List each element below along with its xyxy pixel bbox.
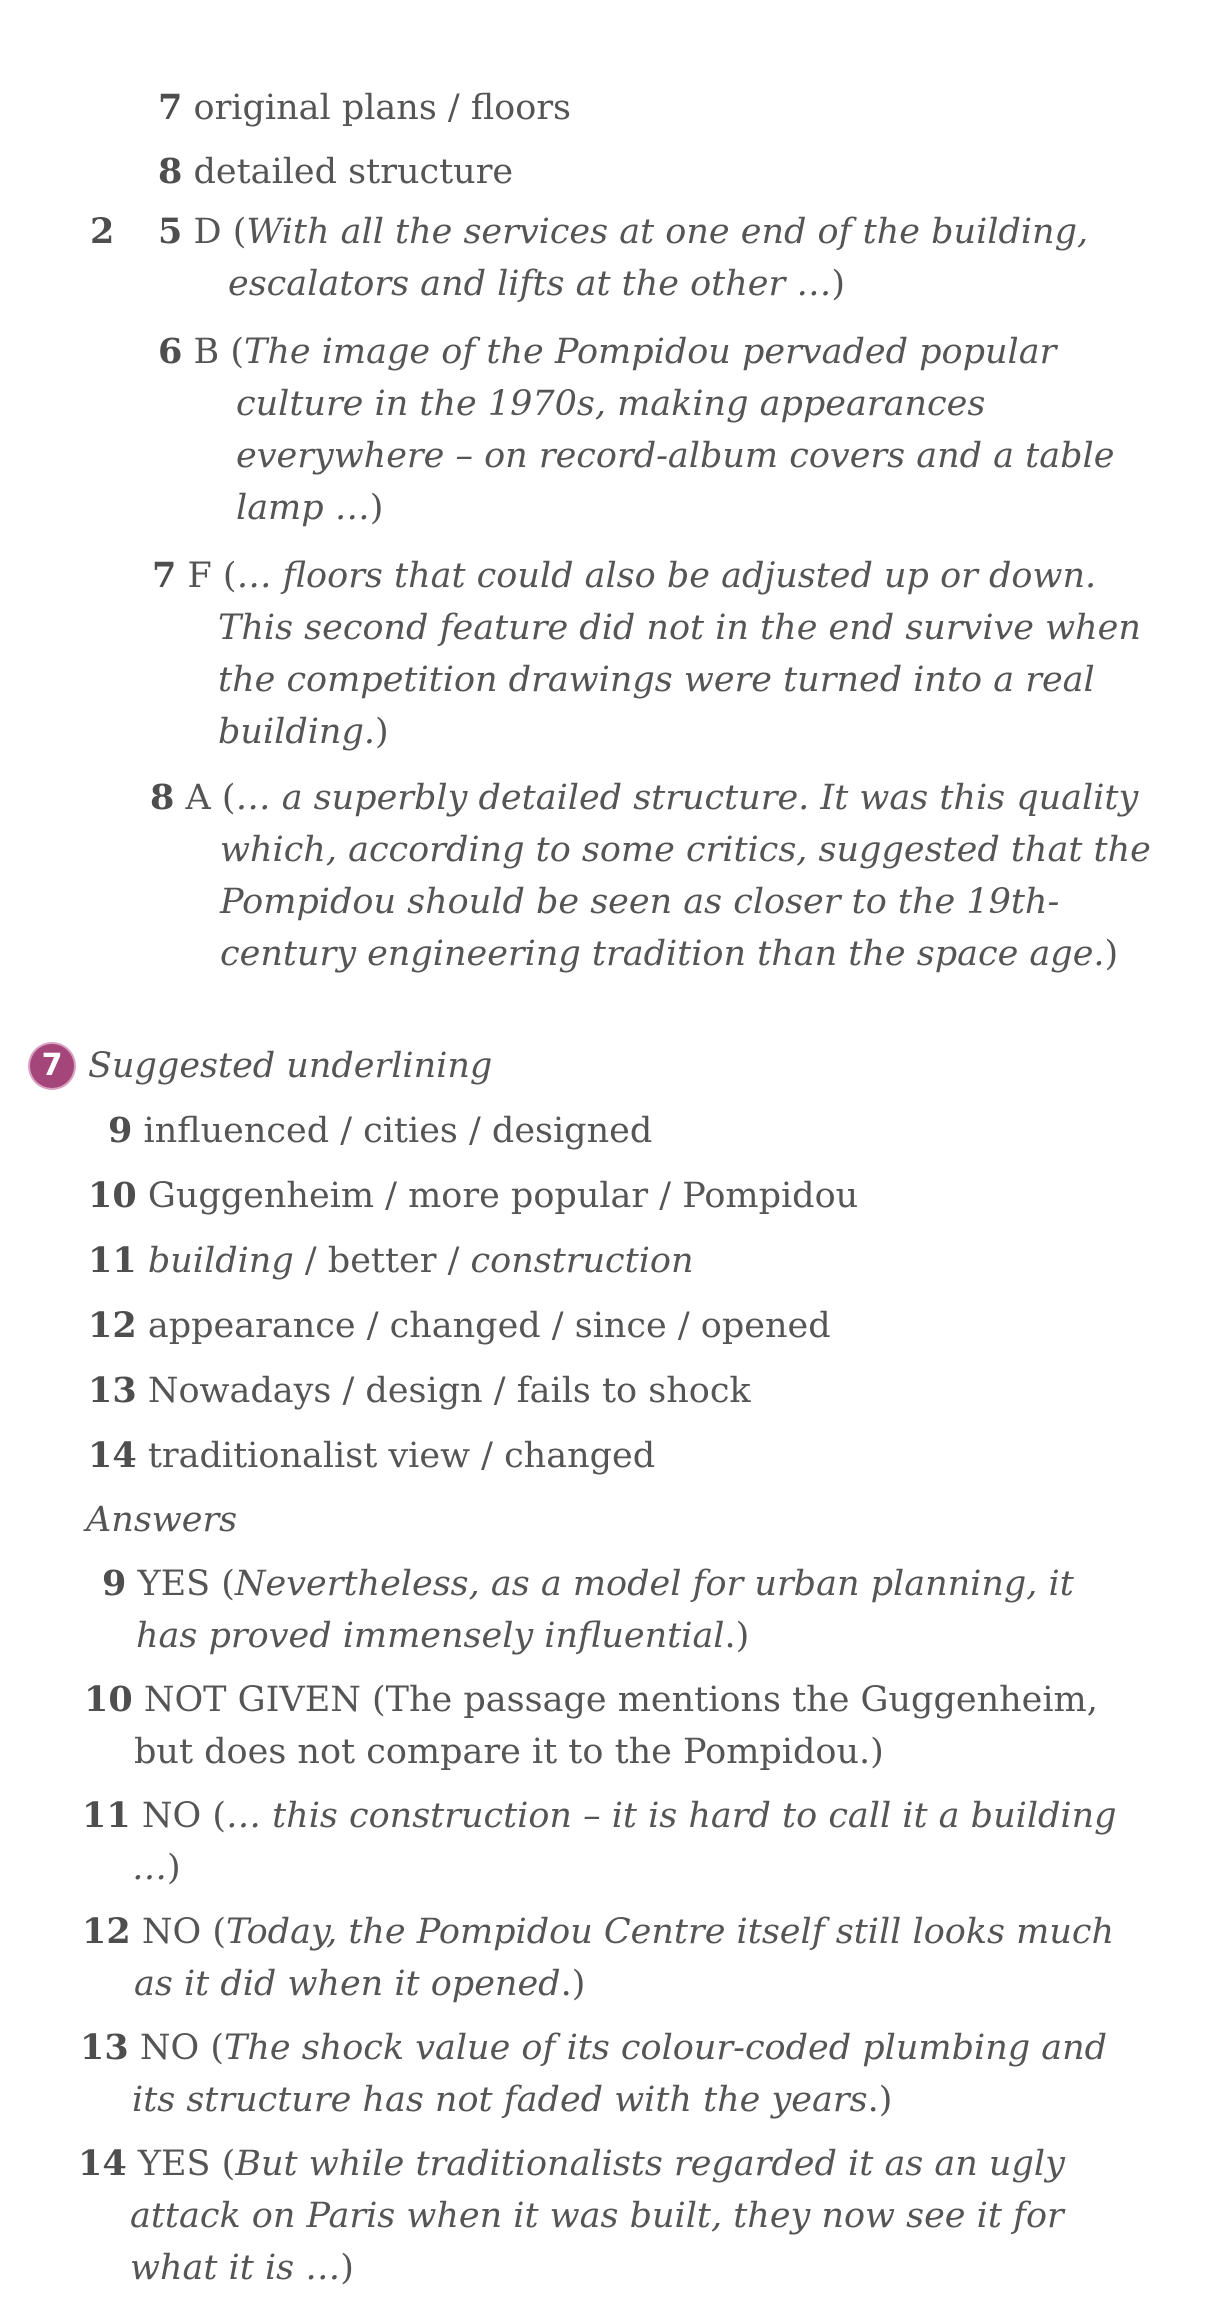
underlining-item: 13 Nowadays / design / fails to shock [88, 1370, 751, 1411]
answer-item: 8 A (… a superbly detailed structure. It was this quality which, according to some critics, suggested that the Pompidou should be seen as closer to the 19th-century engineering tradition than the space age.) [150, 777, 1151, 974]
answer-item: 5 D (With all the services at one end of the building, escalators and lifts at the other …) [158, 211, 1089, 304]
section-number: 2 [90, 211, 115, 252]
underlining-item: 9 influenced / cities / designed [108, 1110, 653, 1151]
underlining-item: 12 appearance / changed / since / opened [88, 1305, 831, 1346]
underlining-item: 14 traditionalist view / changed [88, 1435, 656, 1476]
section-heading: Suggested underlining [88, 1046, 493, 1086]
answer-item: 12 NO (Today, the Pompidou Centre itself still looks much as it did when it opened.) [82, 1911, 1115, 2004]
underlining-item: 11 building / better / construction [88, 1240, 694, 1281]
list-item: 8 detailed structure [158, 151, 514, 192]
answers-heading: Answers [86, 1500, 238, 1540]
answer-item: 13 NO (The shock value of its colour-coded plumbing and its structure has not faded with the years.) [80, 2027, 1108, 2120]
answer-item: 14 YES (But while traditionalists regarded it as an ugly attack on Paris when it was built, they now see it for what it is …) [78, 2143, 1065, 2288]
answer-item: 7 F (… floors that could also be adjusted up or down. This second feature did not in the end survive when the competition drawings were turned into a real building.) [152, 555, 1141, 752]
answer-item: 11 NO (… this construction – it is hard to call it a building …) [82, 1795, 1117, 1888]
answer-item: 9 YES (Nevertheless, as a model for urban planning, it has proved immensely influential.) [102, 1563, 1074, 1656]
underlining-item: 10 Guggenheim / more popular / Pompidou [88, 1175, 859, 1216]
answer-item: 6 B (The image of the Pompidou pervaded popular culture in the 1970s, making appearances everywhere – on record-album covers and a table lamp …) [158, 331, 1115, 528]
list-item: 7 original plans / floors [158, 87, 572, 128]
answer-item: 10 NOT GIVEN (The passage mentions the Guggenheim, but does not compare it to the Pompidou.) [84, 1679, 1098, 1772]
section-badge: 7 [30, 1044, 74, 1088]
